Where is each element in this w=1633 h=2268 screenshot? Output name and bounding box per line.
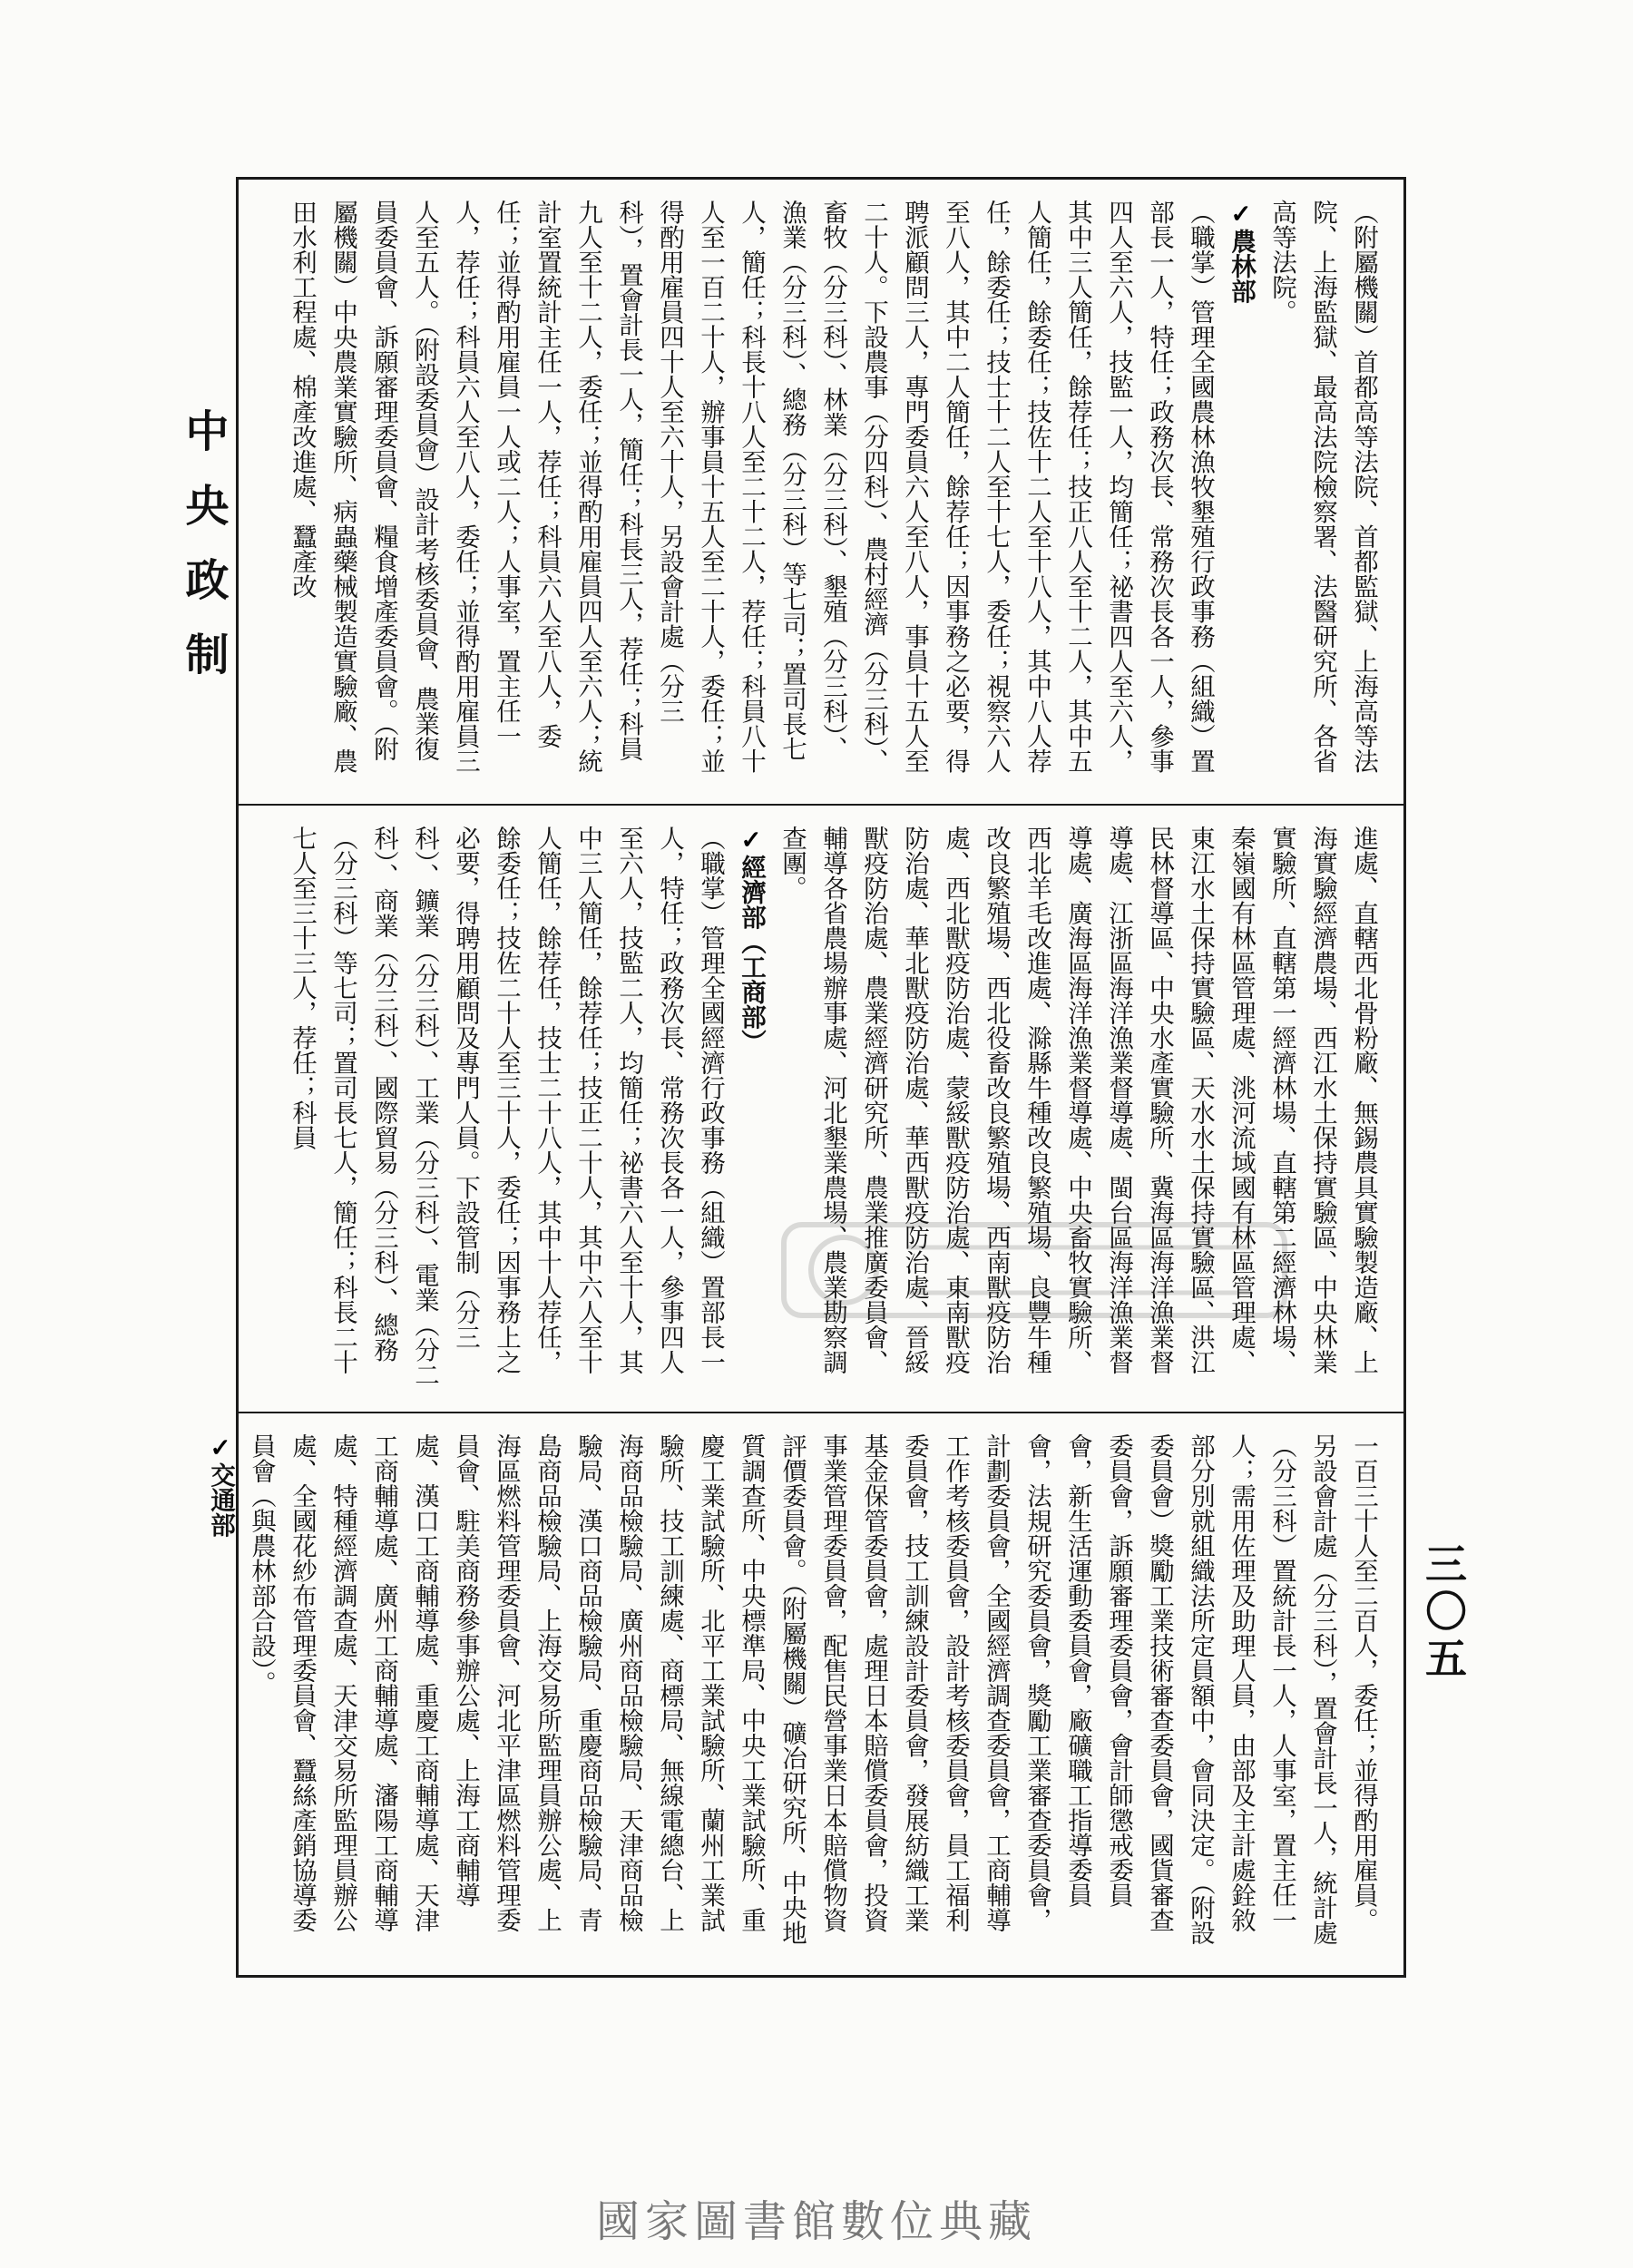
band-ministry-agriculture [239, 180, 1403, 806]
checkmark-icon: ✓ [206, 1433, 235, 1462]
band-ministry-economics [239, 806, 1403, 1413]
heading-communications-ministry: 交通部 [206, 1462, 235, 1538]
band-1-text [257, 200, 1384, 784]
heading-economics-ministry: 經濟部（工商部） [737, 855, 766, 1054]
band-2-continuation: 進處、直轄西北骨粉廠、無錫農具實驗製造廠、上海實驗經濟農場、西江水土保持實驗區、中央林業實驗所、直轄第一經濟林場、直轄第二經濟林場、秦嶺國有林區管理處、洮河流域國有林區管理處、東江水土保持實驗區、天水水土保持實驗區、洪江民林督導區、中央水產實驗所、冀海區海洋漁業督導處、江浙區海洋漁業督導處、閩台區海洋漁業督導處、廣海區海洋漁業督導處、中央畜牧實驗所、西北羊毛改進處、滁縣牛種改良繁殖場、良豐牛種改良繁殖場、西北役畜改良繁殖場、西南獸疫防治處、西北獸疫防治處、蒙綏獸疫防治處、東南獸疫防治處、華北獸疫防治處、華西獸疫防治處、晉綏獸疫防治處、農業經濟研究所、農業推廣委員會、輔導各省農場辦事處、河北墾業農場、農業勘察調查團。 [777, 826, 1378, 1374]
band-ministry-communications [206, 1413, 1403, 1977]
page-number: 三〇五 [1419, 1542, 1468, 1684]
checkmark-icon: ✓ [1227, 200, 1256, 229]
band-1-body: （職掌）管理全國農林漁牧墾殖行政事務（組織）置部長一人，特任；政務次長、常務次長各一人，參事四人至六人，技監一人，均簡任；祕書四人至六人，其中三人簡任，餘荐任；技正八人至十二人，其中五人簡任，餘委任；技佐十二人至十八人，其中八人荐任，餘委任；技士十二人至十七人，委任；視察六人至八人，其中二人簡任，餘荐任；因事務之必要，得聘派顧問三人，專門委員六人至八人，事員十五人至二十人。下設農事（分四科）、農村經濟（分三科）、畜牧（分三科）、林業（分三科）、墾殖（分三科）、漁業（分三科）、總務（分三科）等七司；置司長七人，簡任；科長十八人至二十二人，荐任；科員八十人至一百二十人，辦事員十五人至二十人，委任；並得酌用雇員四十人至六十人，另設會計處（分三科），置會計長一人，簡任；科長三人，荐任；科員九人至十二人，委任；並得酌用雇員四人至六人；統計室置統計主任一人，荐任；科員六人至八人，委任；並得酌用雇員一人或二人；人事室，置主任一人，荐任；科員六人至八人，委任；並得酌用雇員三人至五人。（附設委員會）設計考核委員會、農業復員委員會、訴願審理委員會、糧食增產委員會。（附屬機關）中央農業實驗所、病蟲藥械製造實驗廠、農田水利工程處、棉產改進處、蠶產改 [288, 200, 1215, 774]
checkmark-icon: ✓ [737, 826, 766, 855]
band-2-text [257, 826, 1384, 1392]
band-3-text [206, 1433, 1384, 1957]
heading-agriculture-ministry: 農林部 [1227, 229, 1256, 304]
band-1-intro: （附屬機關）首都高等法院、首都監獄、上海高等法院、上海監獄、最高法院檢察署、法醫研究所、各省高等法院。 [1267, 200, 1378, 774]
text-frame [206, 177, 1406, 1978]
running-title: 中央政制 [178, 408, 229, 706]
band-3-continuation: 一百三十人至二百人，委任；並得酌用雇員。另設會計處（分三科），置會計長一人，統計處（分三科）置統計長一人，人事室，置主任一人；需用佐理及助理人員，由部及主計處銓敘部分別就組織法所定員額中，會同決定。（附設委員會）獎勵工業技術審查委員會，國貨審查委員會，訴願審理委員會，會計師懲戒委員會，新生活運動委員會，廠礦職工指導委員會，法規研究委員會，獎勵工業審查委員會，計劃委員會，全國經濟調查委員會，工商輔導工作考核委員會，設計考核委員會，員工福利委員會，技工訓練設計委員會，發展紡織工業基金保管委員會，處理日本賠償委員會，投資事業管理委員會，配售民營事業日本賠償物資評價委員會。（附屬機關）礦冶研究所、中央地質調查所、中央標準局、中央工業試驗所、重慶工業試驗所、北平工業試驗所、蘭州工業試驗所、技工訓練處、商標局、無線電總台、上海商品檢驗局、廣州商品檢驗局、天津商品檢驗局、漢口商品檢驗局、重慶商品檢驗局、青島商品檢驗局、上海交易所監理員辦公處、上海區燃料管理委員會、河北平津區燃料管理委員會、駐美商務參事辦公處、上海工商輔導處、漢口工商輔導處、重慶工商輔導處、天津工商輔導處、廣州工商輔導處、瀋陽工商輔導處、特種經濟調查處、天津交易所監理員辦公處、全國花紗布管理委員會、蠶絲產銷協導委員會（與農林部合設）。 [247, 1433, 1378, 1945]
band-2-body: （職掌）管理全國經濟行政事務（組織）置部長一人，特任；政務次長、常務次長各一人，參事四人至六人，技監二人，均簡任；祕書六人至十人，其中三人簡任，餘荐任；技正二十人，其中六人至十人簡任，餘荐任，技士二十八人，其中十人荐任，餘委任；技佐二十人至三十人，委任；因事務上之必要，得聘用顧問及專門人員。下設管制（分三科）、鑛業（分三科）、工業（分三科）、電業（分二科）、商業（分三科）、國際貿易（分三科）、總務（分三科）等七司；置司長七人，簡任；科長二十七人至三十三人，荐任；科員 [288, 826, 725, 1387]
library-watermark-footer: 國家圖書館數位典藏 [595, 2196, 1037, 2247]
